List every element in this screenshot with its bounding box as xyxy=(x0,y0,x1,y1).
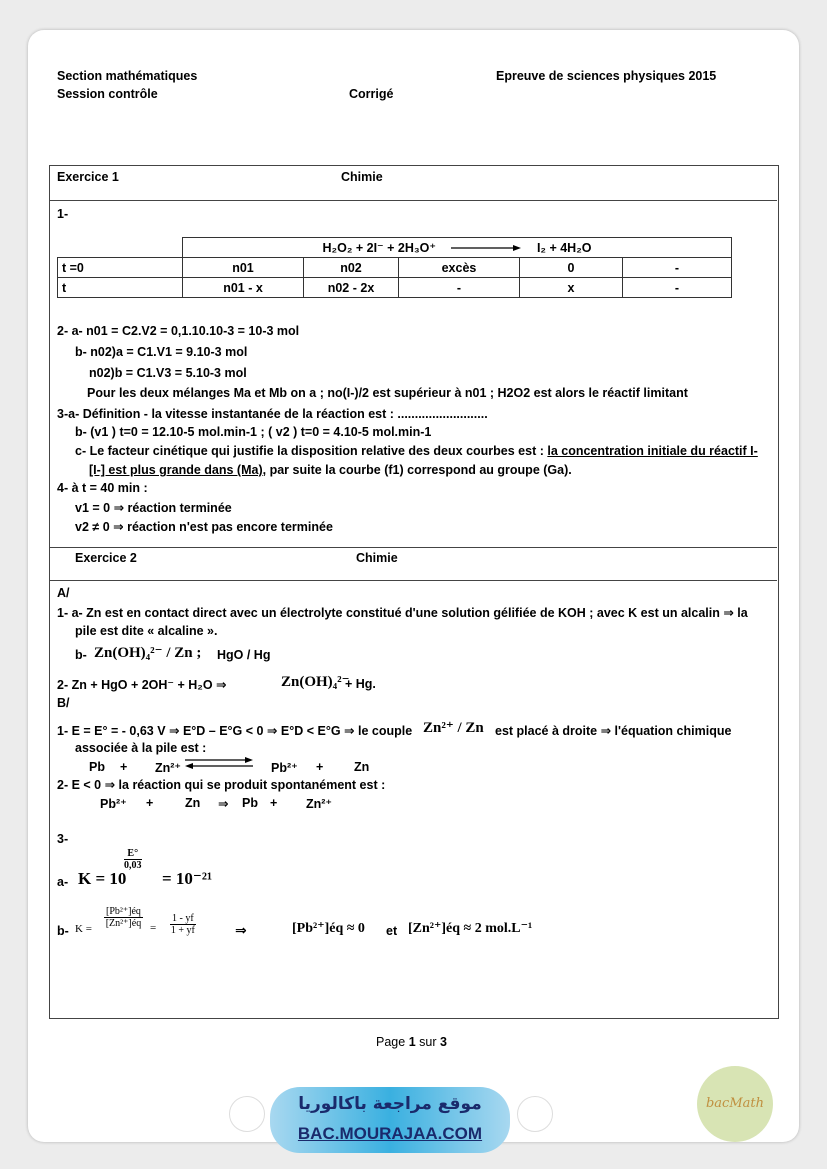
brand-logo-right-icon xyxy=(517,1096,553,1132)
reaction-equation xyxy=(183,238,732,258)
ex2-B3b-ratio2 xyxy=(170,913,196,936)
ex1-subject: Chimie xyxy=(341,170,383,184)
ex1-q1: 1- xyxy=(57,207,69,221)
brand-site-link[interactable]: BAC.MOURAJAA.COM xyxy=(297,1124,483,1143)
ex2-A2-right: + Hg. xyxy=(345,677,376,691)
ratio2-numerator: 1 - yf xyxy=(172,913,194,924)
eq2-term: + xyxy=(146,796,154,810)
ex2-B3b-K: K = xyxy=(75,923,92,935)
reaction-left: H₂O₂ + 2I⁻ + 2H₃O⁺ xyxy=(322,240,436,255)
ex2-B3b-pb: [Pb²⁺]éq ≈ 0 xyxy=(292,921,365,936)
eq2-term: Zn xyxy=(185,796,201,810)
header-corrige: Corrigé xyxy=(349,87,394,101)
exp-denominator: 0,03 xyxy=(124,860,142,871)
table-cell: t =0 xyxy=(58,258,183,278)
reaction-arrow-icon xyxy=(451,241,521,255)
ex2-B3b-prefix: b- xyxy=(57,924,69,938)
eq2-term: Zn²⁺ xyxy=(306,797,333,811)
table-cell: - xyxy=(399,278,520,298)
ex2-B1-couple: Zn²⁺ / Zn xyxy=(423,720,484,736)
reaction-right: I₂ + 4H₂O xyxy=(536,240,592,255)
ex1-q4a: v1 = 0 ⇒ réaction terminée xyxy=(75,501,232,515)
ex1-q3c-line2 xyxy=(89,463,572,477)
equilibrium-arrows-icon xyxy=(185,756,253,775)
ex2-B3a-result: = 10⁻²¹ xyxy=(162,869,213,888)
ex2-B1-line2: associée à la pile est : xyxy=(75,741,207,755)
table-cell: - xyxy=(623,278,732,298)
ex2-B3a-prefix: a- xyxy=(57,875,69,889)
table-cell: 0 xyxy=(520,258,623,278)
ex1-q2b1: b- n02)a = C1.V1 = 9.10-3 mol xyxy=(75,345,248,359)
implies-arrow: ⇒ xyxy=(235,922,247,938)
eq1-term: Zn xyxy=(354,760,370,774)
ex1-q2b2: n02)b = C1.V3 = 5.10-3 mol xyxy=(89,366,247,380)
ratio-denominator: [Zn²⁺]éq xyxy=(105,918,142,929)
ex2-B2-line1: 2- E < 0 ⇒ la réaction qui se produit spontanément est : xyxy=(57,778,386,792)
divider xyxy=(49,547,777,548)
page-current: 1 xyxy=(408,1035,416,1049)
progress-table xyxy=(57,237,732,298)
ex1-q4: 4- à t = 40 min : xyxy=(57,481,148,495)
eq2-arrow: ⇒ xyxy=(218,797,229,811)
header-session: Session contrôle xyxy=(57,87,158,101)
ex1-q4b: v2 ≠ 0 ⇒ réaction n'est pas encore terminée xyxy=(75,520,333,534)
ex2-A1b-prefix: b- xyxy=(75,648,87,662)
eq1-term: + xyxy=(120,760,128,774)
ex2-subject: Chimie xyxy=(356,551,398,565)
exp-numerator: E° xyxy=(124,848,142,860)
ex2-A1a-line1: 1- a- Zn est en contact direct avec un électrolyte constitué d'une solution gélifiée de KOH ; avec K est un alcalin ⇒ la xyxy=(57,606,748,620)
bacmath-logo-text: bacMath xyxy=(705,1096,764,1111)
brand-arabic: موقع مراجعة باكالوريا xyxy=(298,1094,482,1114)
eq2-term: Pb xyxy=(242,796,258,810)
ex2-A2-left: 2- Zn + HgO + 2OH⁻ + H₂O ⇒ xyxy=(57,678,227,692)
ex2-B1-line1b: est placé à droite ⇒ l'équation chimique xyxy=(495,724,732,738)
table-cell: t xyxy=(58,278,183,298)
page-mid: sur xyxy=(419,1035,437,1049)
ex2-B3a-K: K = 10 xyxy=(78,869,127,888)
table-cell: n02 xyxy=(304,258,399,278)
ex1-q2c: Pour les deux mélanges Ma et Mb on a ; no(I-)/2 est supérieur à n01 ; H2O2 est alors le réactif limitant xyxy=(87,386,688,400)
eq1-term: Pb xyxy=(89,760,105,774)
page-total: 3 xyxy=(439,1035,447,1049)
eq2-term: + xyxy=(270,796,278,810)
ex1-q3c-line2-rest: , par suite la courbe (f1) correspond au groupe (Ga). xyxy=(262,463,572,477)
table-cell: n01 xyxy=(183,258,304,278)
ex1-q3c-line2-underlined: [I-] est plus grande dans (Ma) xyxy=(89,463,263,477)
divider xyxy=(49,200,777,201)
table-row xyxy=(58,278,732,298)
ex2-A1b-couple2: HgO / Hg xyxy=(217,648,271,662)
ex1-q3c-line1 xyxy=(75,444,758,458)
ex1-q3c-prefix: c- Le facteur cinétique qui justifie la disposition relative des deux courbes est : xyxy=(75,444,548,458)
table-cell: n01 - x xyxy=(183,278,304,298)
page-prefix: Page xyxy=(376,1035,406,1049)
ex2-B3: 3- xyxy=(57,832,69,846)
ex2-B: B/ xyxy=(57,696,70,710)
ex1-title: Exercice 1 xyxy=(57,170,119,184)
header-section: Section mathématiques xyxy=(57,69,198,83)
eq1-term: Zn²⁺ xyxy=(155,761,182,775)
ex2-B1-line1a: 1- E = E° = - 0,63 V ⇒ E°D – E°G < 0 ⇒ E°D < E°G ⇒ le couple xyxy=(57,724,413,738)
brand-logo-left-icon xyxy=(229,1096,265,1132)
ex1-q3a: 3-a- Définition - la vitesse instantanée de la réaction est : .......................... xyxy=(57,407,488,421)
ex1-q2a: 2- a- n01 = C2.V2 = 0,1.10.10-3 = 10-3 mol xyxy=(57,324,300,338)
table-cell: x xyxy=(520,278,623,298)
ex1-q3c-underlined: la concentration initiale du réactif I- xyxy=(547,444,758,458)
ex2-B3b-zn: [Zn²⁺]éq ≈ 2 mol.L⁻¹ xyxy=(408,921,533,936)
eq1-term: Pb²⁺ xyxy=(271,761,298,775)
table-row xyxy=(58,258,732,278)
table-cell: excès xyxy=(399,258,520,278)
ratio2-denominator: 1 + yf xyxy=(170,925,195,936)
ex1-q3b: b- (v1 ) t=0 = 12.10-5 mol.min-1 ; ( v2 ) t=0 = 4.10-5 mol.min-1 xyxy=(75,425,432,439)
ex2-title: Exercice 2 xyxy=(75,551,137,565)
ex2-A1b-couple: Zn(OH)₄²⁻ / Zn ; xyxy=(94,645,202,661)
ex2-A2-mid: Zn(OH)₄²⁻ xyxy=(281,674,350,690)
table-cell: n02 - 2x xyxy=(304,278,399,298)
equals-sign: = xyxy=(150,922,157,934)
ex2-B3a-exponent xyxy=(124,848,142,871)
eq1-term: + xyxy=(316,760,324,774)
header-epreuve: Epreuve de sciences physiques 2015 xyxy=(496,69,717,83)
ratio-numerator: [Pb²⁺]éq xyxy=(106,906,141,917)
ex2-A: A/ xyxy=(57,586,70,600)
ex2-B3b-et: et xyxy=(386,924,398,938)
page-number xyxy=(376,1035,447,1049)
divider xyxy=(49,580,777,581)
table-cell: - xyxy=(623,258,732,278)
ex2-B3b-ratio xyxy=(104,906,143,929)
eq2-term: Pb²⁺ xyxy=(100,797,127,811)
ex2-A1a-line2: pile est dite « alcaline ». xyxy=(75,624,218,638)
